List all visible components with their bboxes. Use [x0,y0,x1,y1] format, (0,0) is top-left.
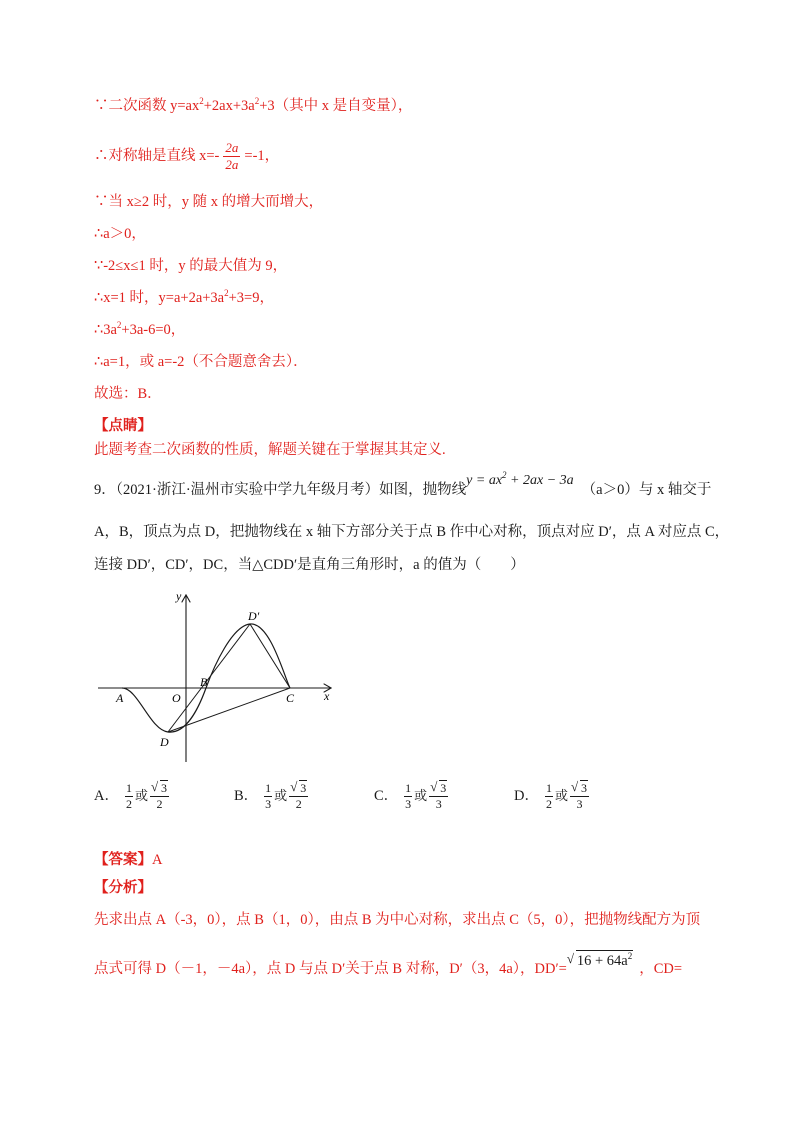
label-D: D [160,735,169,749]
label-x: x [324,689,330,703]
label-O: O [172,691,181,705]
answer-value: A [152,852,163,868]
question-line-2: A，B，顶点为点 D，把抛物线在 x 轴下方部分关于点 B 作中心对称，顶点对应 D′，点 A 对应点 C， [94,524,730,540]
choice-b[interactable]: B． $\frac{1}{3}$ 或 √ $\frac{3}{2}$ [234,780,308,812]
segment-DDp [168,624,250,732]
solution-line-7: $\therefore 3a^2+3a-6=0$， [94,320,186,338]
question-line-1: 9．（2021·浙江·温州市实验中学九年级月考）如图，抛物线$y = ax^2 + 2ax - 3a(a>0)$与 x 轴交于 [94,470,712,498]
analysis-line-2: 点式可得 D（－1，－4a），点 D 与点 D′关于点 B 对称，D′（3，4a），DD′=√ $16 + 64a^2$，CD= [94,958,682,979]
answer-tag: 【答案】 [94,852,152,868]
solution-line-5: ∵-2≤x≤1 时，y 的最大值为 9， [94,258,288,274]
solution-line-3: ∵当 x≥2 时，y 随 x 的增大而增大， [94,194,324,210]
solution-line-8: ∴a=1，或 a=-2（不合题意舍去）． [94,354,308,370]
solution-line-6: ∴x=1 时，$y=a+2a+3a^2+3=9$， [94,288,274,306]
parabola-figure [94,590,344,770]
analysis-tag: 【分析】 [94,880,152,896]
label-C: C [286,691,295,705]
comment-text: 此题考查二次函数的性质，解题关键在于掌握其其定义. [94,442,446,458]
answer-line [94,850,162,870]
choice-a[interactable]: A． $\frac{1}{2}$ 或 √ $\frac{3}{2}$ [94,780,169,812]
comment-tag: 【点睛】 [94,418,152,434]
analysis-line-1: 先求出点 A（-3，0），点 B（1，0），由点 B 为中心对称，求出点 C（5，0），把抛物线配方为顶 [94,912,701,928]
sqrt-expression: √ $16 + 64a^2$ [567,953,633,969]
choice-c[interactable]: C． $\frac{1}{3}$ 或 √ $\frac{3}{3}$ [374,780,448,812]
parabola-formula: $y = ax^2 + 2ax - 3a$ [466,470,574,488]
solution-line-2: ∴对称轴是直线 x=- $\frac{2a}{2a}$ =-1， [94,140,280,172]
label-B: B [200,675,208,689]
choice-d[interactable]: D． $\frac{1}{2}$ 或 √ $\frac{3}{3}$ [514,780,589,812]
label-y: y [176,590,182,603]
label-A: A [116,691,124,705]
fraction-2a-over-2a: $\frac{2a}{2a}$ [225,140,239,172]
question-line-3: 连接 DD′，CD′，DC，当△CDD′是直角三角形时，a 的值为（ ） [94,557,525,573]
solution-line-9: 故选：B． [94,386,162,402]
solution-line-1: ∵二次函数 $y=ax^2+2ax+3a^2+3$（其中 x 是自变量）， [94,96,413,114]
segment-CDp [250,624,290,688]
solution-line-4: ∴a＞0， [94,226,146,242]
label-D-prime: D′ [248,609,260,623]
